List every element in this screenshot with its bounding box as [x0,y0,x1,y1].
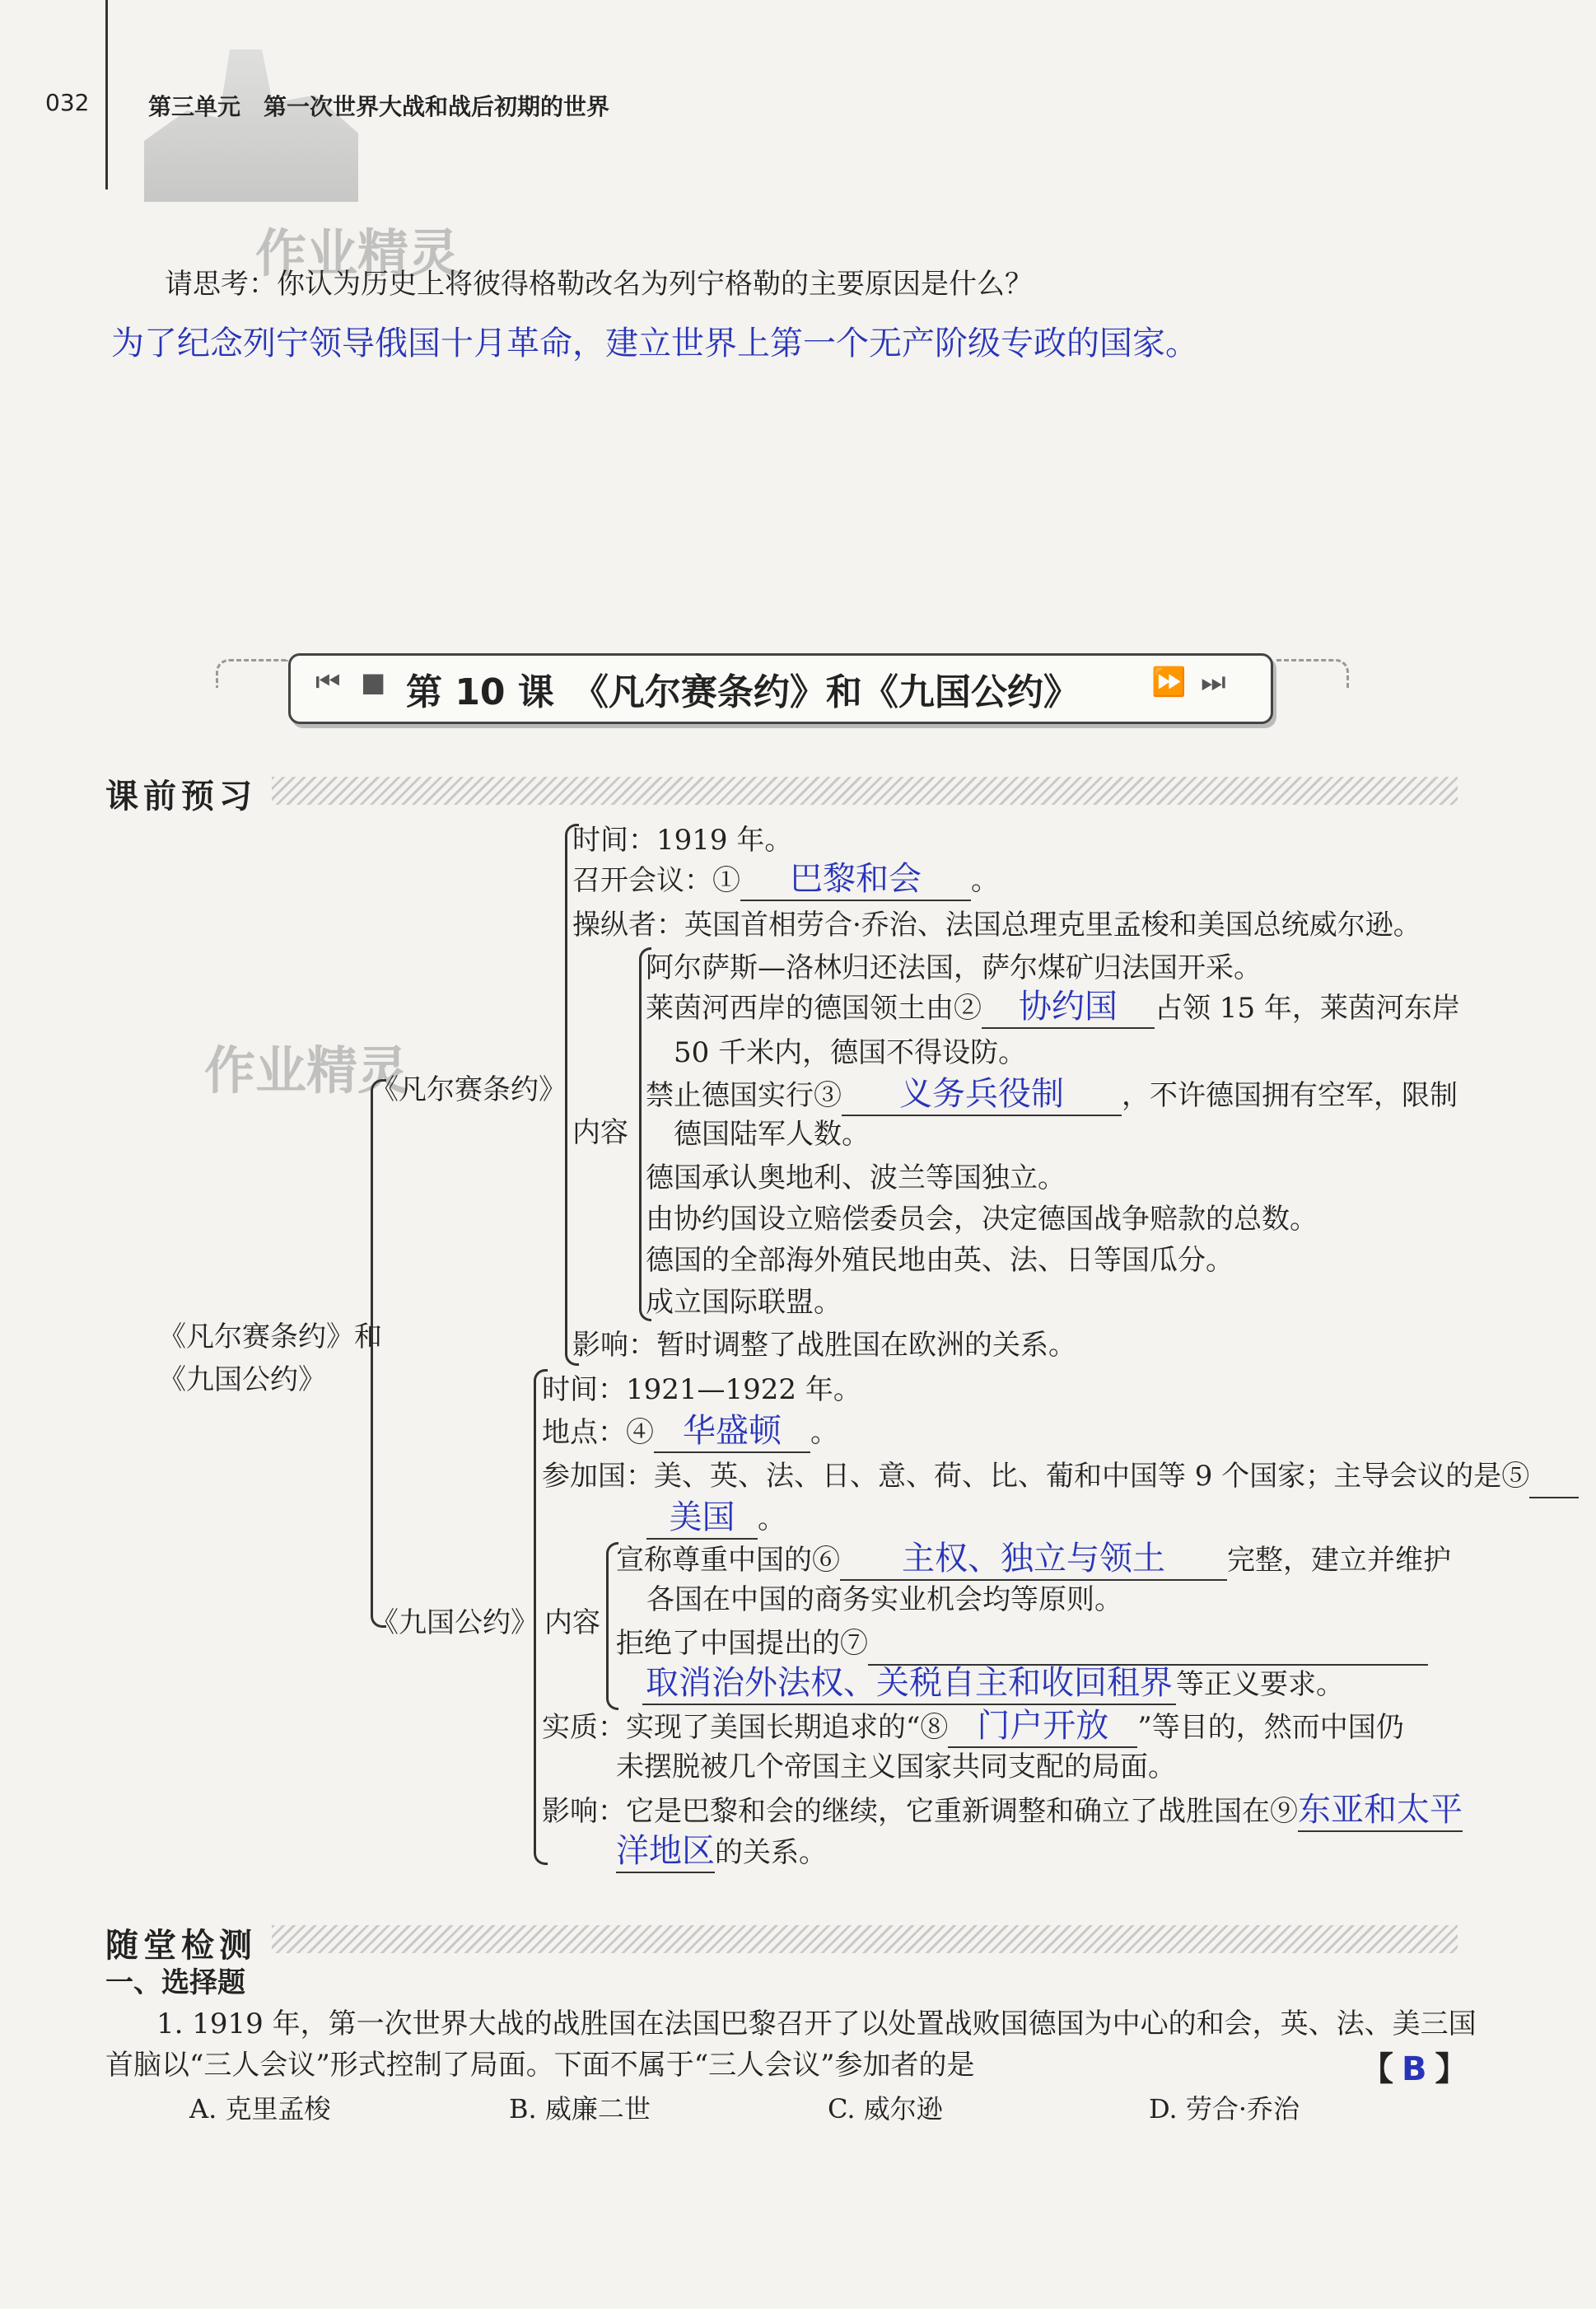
ninepower-time: 时间：1921—1922 年。 [542,1373,861,1406]
ninepower-content-label: 内容 [544,1606,600,1639]
header-building-graphic [144,49,358,202]
versailles-meeting: 召开会议：① 巴黎和会 。 [572,858,999,901]
versailles-manipulators: 操纵者：英国首相劳合·乔治、法国总理克里孟梭和美国总统威尔逊。 [572,909,1421,942]
ninepower-influence-cont: 洋地区的关系。 [616,1830,827,1873]
preview-section-hatch [272,777,1458,805]
versailles-influence: 影响：暂时调整了战胜国在欧洲的关系。 [572,1329,1076,1362]
answer-4: 华盛顿 [654,1410,810,1453]
page-number: 032 [45,89,90,116]
check-part-title: 一、选择题 [105,1966,245,1999]
option-d: D. 劳合·乔治 [1149,2093,1300,2124]
ninepower-essence-cont: 未摆脱被几个帝国主义国家共同支配的局面。 [616,1750,1176,1783]
watermark-middle: 作业精灵 [204,1040,409,1101]
ninepower-content-2: 拒绝了中国提出的⑦ [616,1623,1428,1666]
ninepower-content-2-cont: 取消治外法权、关税自主和收回租界 等正义要求。 [642,1662,1344,1705]
root-label-line2: 《九国公约》 [158,1363,326,1396]
ninepower-leader: 美国 。 [646,1497,786,1540]
ninepower-influence: 影响：它是巴黎和会的继续，它重新调整和确立了战胜国在⑨东亚和太平 [542,1789,1463,1832]
versailles-content-2: 莱茵河西岸的德国领土由② 协约国 占领 15 年，莱茵河东岸 [646,986,1460,1029]
header-binding-line [105,0,108,189]
fast-forward-icon: ⏩ [1151,666,1187,699]
think-answer: 为了纪念列宁领导俄国十月革命，建立世界上第一个无产阶级专政的国家。 [111,325,1198,362]
versailles-content-4: 德国承认奥地利、波兰等国独立。 [646,1162,1066,1194]
skip-forward-icon: ⏭ [1201,666,1226,699]
lesson-title-banner [288,653,1273,724]
lesson-banner-dash-left [216,659,288,688]
ninepower-participants: 参加国：美、英、法、日、意、荷、比、葡和中国等 9 个国家；主导会议的是⑤ [542,1456,1579,1498]
q1-line1: 1. 1919 年，第一次世界大战的战胜国在法国巴黎召开了以处置战败国德国为中心的和会，英、法、美三国 [156,2008,1477,2040]
ninepower-content-1-cont: 各国在中国的商务实业机会均等原则。 [646,1583,1122,1616]
answer-5: 美国 [646,1497,758,1540]
ninepower-place: 地点：④ 华盛顿 。 [542,1410,838,1453]
skip-back-icon: ⏮ [315,666,341,699]
square-icon: ■ [361,666,386,698]
versailles-content-5: 由协约国设立赔偿委员会，决定德国战争赔款的总数。 [646,1203,1318,1236]
versailles-content-1: 阿尔萨斯—洛林归还法国，萨尔煤矿归法国开采。 [646,951,1262,984]
check-section-title: 随堂检测 [105,1927,257,1965]
versailles-content-2-cont: 50 千米内，德国不得设防。 [674,1036,1027,1069]
answer-3: 义务兵役制 [842,1073,1122,1116]
lesson-banner-dash-right [1276,659,1349,688]
unit-title: 第三单元 第一次世界大战和战后初期的世界 [148,93,610,120]
answer-2: 协约国 [982,986,1155,1029]
option-b: B. 威廉二世 [509,2093,651,2124]
think-question: 请思考：你认为历史上将彼得格勒改名为列宁格勒的主要原因是什么？ [165,268,1033,301]
ninepower-label: 《九国公约》 [371,1606,539,1639]
q1-answer-box: 【 B 】 [1360,2050,1468,2088]
check-section-hatch [272,1925,1458,1953]
lesson-title: 第 10 课 《凡尔赛条约》和《九国公约》 [406,671,1080,713]
watermark-top: 作业精灵 [255,223,460,283]
ninepower-essence: 实质：实现了美国长期追求的“⑧ 门户开放 ”等目的，然而中国仍 [542,1705,1404,1748]
versailles-content-3-cont: 德国陆军人数。 [674,1118,870,1151]
versailles-content-6: 德国的全部海外殖民地由英、法、日等国瓜分。 [646,1244,1234,1277]
root-label-line1: 《凡尔赛条约》和 [158,1320,382,1353]
answer-1: 巴黎和会 [740,858,971,901]
versailles-label: 《凡尔赛条约》 [371,1073,567,1106]
answer-9-part2: 洋地区 [616,1830,715,1873]
answer-8: 门户开放 [948,1705,1137,1748]
preview-section-title: 课前预习 [105,778,257,816]
option-c: C. 威尔逊 [828,2093,943,2124]
answer-6: 主权、独立与领土 [840,1538,1227,1581]
q1-line2: 首脑以“三人会议”形式控制了局面。下面不属于“三人会议”参加者的是 [105,2049,975,2082]
versailles-content-3: 禁止德国实行③ 义务兵役制 ，不许德国拥有空军，限制 [646,1073,1458,1116]
q1-answer: B [1402,2050,1427,2088]
versailles-content-7: 成立国际联盟。 [646,1286,842,1319]
ninepower-content-1: 宣称尊重中国的⑥ 主权、独立与领土 完整，建立并维护 [616,1538,1451,1581]
option-a: A. 克里孟梭 [189,2093,331,2124]
answer-7: 取消治外法权、关税自主和收回租界 [642,1662,1176,1705]
versailles-time: 时间：1919 年。 [572,824,793,857]
answer-9-part1: 东亚和太平 [1298,1789,1463,1832]
versailles-content-label: 内容 [572,1116,628,1149]
